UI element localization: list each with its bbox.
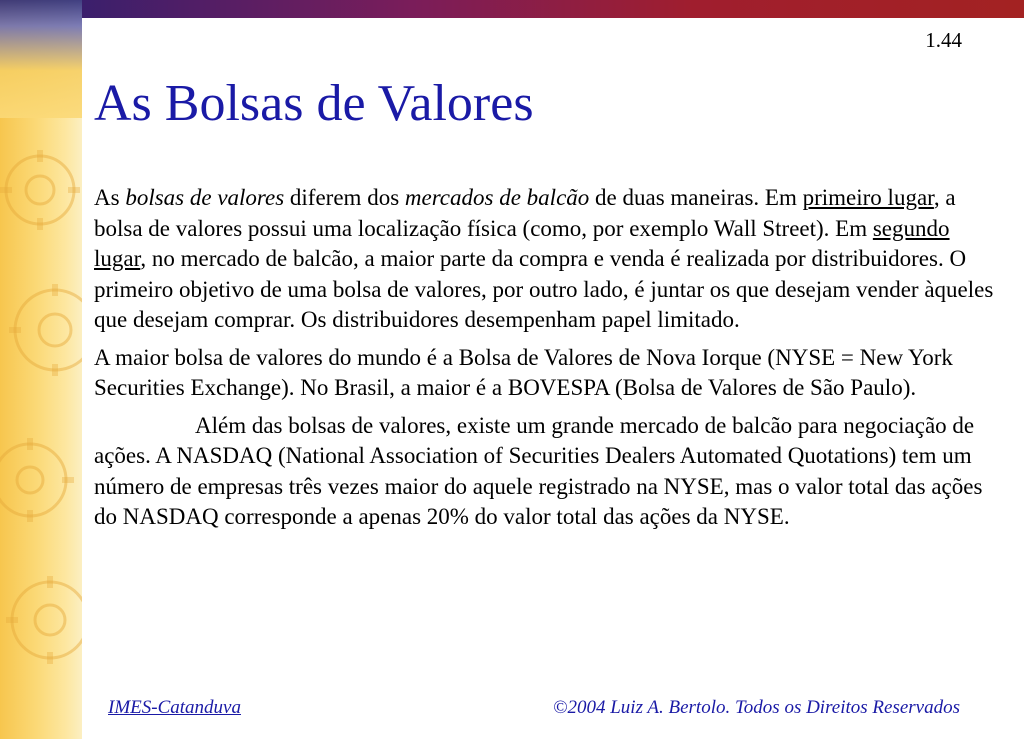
paragraph-3	[94, 411, 994, 533]
p1-text-a: As	[94, 185, 126, 210]
slide-title: As Bolsas de Valores	[94, 75, 534, 132]
paragraph-1	[94, 183, 994, 336]
term-mercados-de-balcao: mercados de balcão	[404, 185, 590, 210]
sidebar-decoration	[0, 0, 82, 739]
footer-institution: IMES-Catanduva	[108, 697, 241, 718]
top-bar	[82, 0, 1024, 18]
p1-text-e: , no mercado de balcão, a maior parte da compra e venda é realizada por distribuidores. O primeiro objetivo de uma bolsa de valores, por outro lado, é juntar os que desejam vender àqueles que desejam comprar. Os distribuidores desempenham papel limitado.	[94, 246, 994, 332]
gear-pattern-icon	[0, 0, 82, 739]
p1-text-b: diferem dos	[284, 185, 405, 210]
footer-copyright: ©2004 Luiz A. Bertolo. Todos os Direitos Reservados	[553, 697, 960, 718]
paragraph-2: A maior bolsa de valores do mundo é a Bolsa de Valores de Nova Iorque (NYSE = New York Securities Exchange). No Brasil, a maior é a BOVESPA (Bolsa de Valores de São Paulo).	[94, 344, 953, 400]
slide-body	[94, 183, 994, 540]
underlined-segundo-lugar: segundo lugar	[94, 215, 950, 271]
term-bolsas-de-valores: bolsas de valores	[125, 185, 285, 210]
slide-number: 1.44	[925, 28, 962, 52]
p1-text-c: de duas maneiras. Em	[589, 185, 803, 210]
p1-text-d: , a bolsa de valores possui uma localização física (como, por exemplo Wall Street). Em	[94, 185, 956, 241]
underlined-primeiro-lugar: primeiro lugar	[802, 185, 934, 210]
paragraph-3-text: Além das bolsas de valores, existe um grande mercado de balcão para negociação de ações. A NASDAQ (National Association of Securities Dealers Automated Quotations) tem um número de empresas três vezes maior do aquele registrado na NYSE, mas o valor total das ações do NASDAQ corresponde a apenas 20% do valor total das ações da NYSE.	[94, 412, 983, 529]
